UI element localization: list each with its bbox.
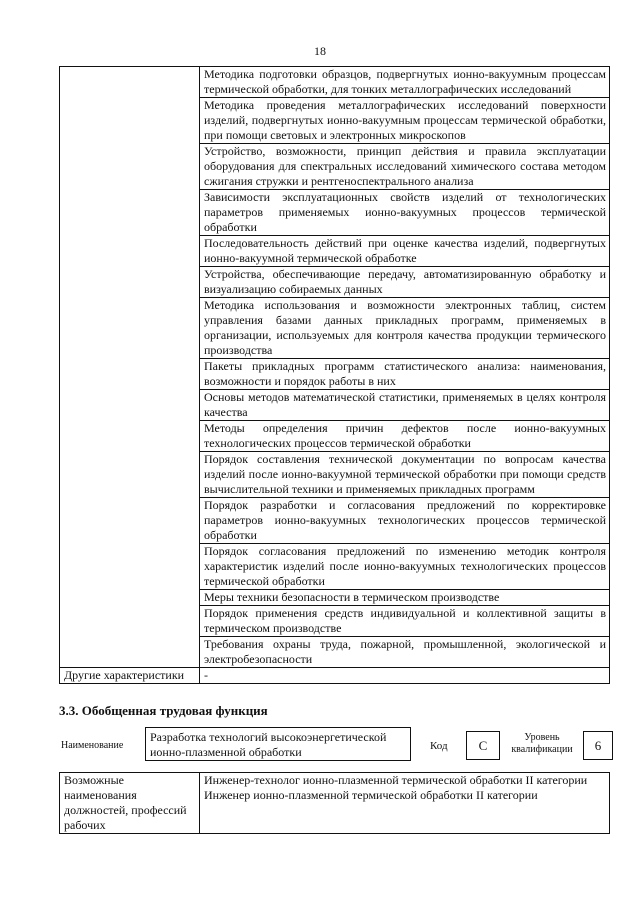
qualification-level-box: 6 (583, 731, 613, 760)
knowledge-item: Порядок составления технической документации по вопросам качества изделий после ионно-вакуумной термической обработки при помощи средств вычислительной техники и применяемых прикладных программ (200, 452, 610, 498)
other-characteristics-label: Другие характеристики (60, 668, 200, 684)
knowledge-item: Устройство, возможности, принцип действия и правила эксплуатации оборудования для спектральных исследований химического состава методом сжигания стружки и рентгеноспектрального анализа (200, 144, 610, 190)
knowledge-item: Методика подготовки образцов, подвергнутых ионно-вакуумным процессам термической обработки, для тонких металлографических исследований (200, 67, 610, 98)
section-heading: 3.3. Обобщенная трудовая функция (59, 703, 268, 718)
knowledge-item: Порядок разработки и согласования предложений по корректировке параметров ионно-вакуумных технологических процессов термической обработки (200, 498, 610, 544)
name-label: Наименование (61, 740, 124, 751)
function-name-box: Разработка технологий высокоэнергетической ионно-плазменной обработки (145, 727, 411, 761)
table-row (60, 773, 610, 834)
knowledge-item: Пакеты прикладных программ статистического анализа: наименования, возможности и порядок работы в них (200, 359, 610, 390)
knowledge-item: Порядок применения средств индивидуальной и коллективной защиты в термическом производстве (200, 606, 610, 637)
qualification-level-label: Уровень квалификации (511, 732, 573, 755)
knowledge-table (59, 66, 610, 684)
knowledge-item: Зависимости эксплуатационных свойств изделий от технологических параметров применяемых ионно-вакуумных процессов термической обработки (200, 190, 610, 236)
code-box: C (466, 731, 500, 760)
page-number: 18 (314, 44, 326, 58)
knowledge-item: Основы методов математической статистики, применяемых в целях контроля качества (200, 390, 610, 421)
positions-value-cell (200, 773, 610, 834)
code-label: Код (430, 740, 448, 752)
other-characteristics-value: - (200, 668, 610, 684)
table-row (60, 668, 610, 684)
required-knowledge-label-cell (60, 67, 200, 668)
knowledge-item: Устройства, обеспечивающие передачу, автоматизированную обработку и визуализацию собираемых данных (200, 267, 610, 298)
knowledge-item: Методы определения причин дефектов после ионно-вакуумных технологических процессов термической обработки (200, 421, 610, 452)
position-item: Инженер ионно-плазменной термической обработки II категории (204, 788, 538, 802)
knowledge-item: Меры техники безопасности в термическом производстве (200, 590, 610, 606)
positions-table (59, 772, 610, 834)
table-row (60, 67, 610, 98)
knowledge-item: Порядок согласования предложений по изменению методик контроля характеристик изделий после ионно-вакуумных технологических процессов термической обработки (200, 544, 610, 590)
knowledge-item: Методика проведения металлографических исследований поверхности изделий, подвергнутых ионно-вакуумным процессам термической обработки, при помощи световых и электронных микроскопов (200, 98, 610, 144)
knowledge-item: Методика использования и возможности электронных таблиц, систем управления базами данных прикладных программ, применяемых в организации, используемых для контроля качества продукции термического производства (200, 298, 610, 359)
position-item: Инженер-технолог ионно-плазменной термической обработки II категории (204, 773, 588, 787)
positions-label: Возможные наименования должностей, профессий рабочих (60, 773, 200, 834)
knowledge-item: Требования охраны труда, пожарной, промышленной, экологической и электробезопасности (200, 637, 610, 668)
knowledge-item: Последовательность действий при оценке качества изделий, подвергнутых ионно-вакуумной термической обработке (200, 236, 610, 267)
